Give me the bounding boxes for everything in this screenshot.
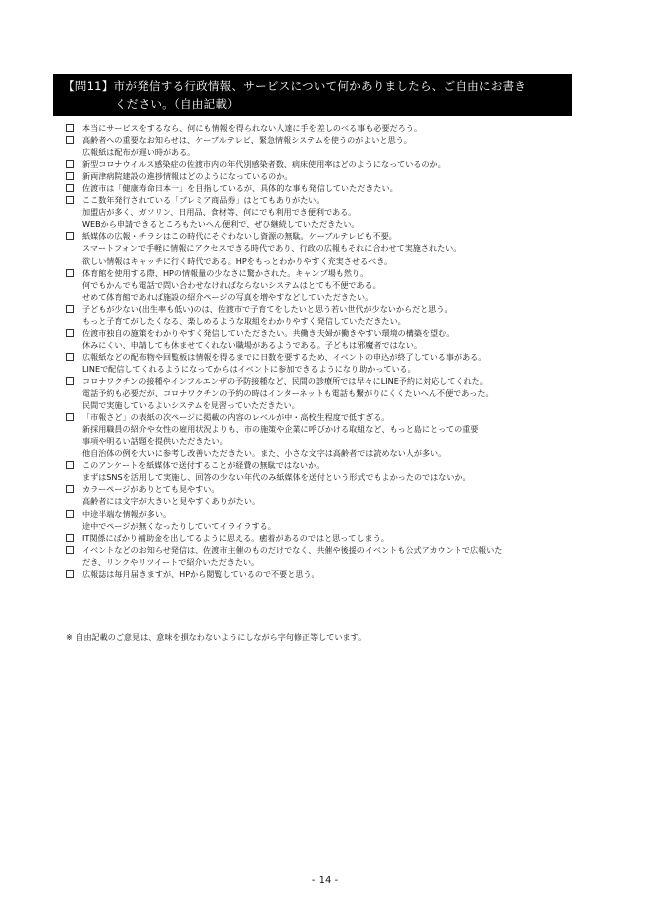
checkbox-icon — [66, 534, 74, 542]
answer-text-line: 新採用職員の紹介や女性の雇用状況よりも、市の施策や企業に呼びかける取組など、もっと島にとっての重要 — [82, 424, 479, 435]
answer-item — [66, 508, 586, 532]
answer-item — [66, 134, 586, 158]
answer-item — [66, 544, 586, 568]
answer-item — [66, 375, 586, 411]
checkbox-icon — [66, 124, 74, 132]
answer-text-line: 佐渡市は「健康寿命日本一」を目指しているが、具体的な事も発信していただきたい。 — [82, 183, 398, 194]
checkbox-icon — [66, 232, 74, 240]
answer-item — [66, 411, 586, 459]
checkbox-icon — [66, 329, 74, 337]
checkbox-icon — [66, 269, 74, 277]
checkbox-icon — [66, 160, 74, 168]
answer-item — [66, 182, 586, 194]
answer-text-line: だき、リンクやリツイートで紹介いただきたい。 — [82, 556, 260, 567]
answer-text-line: このアンケートを紙媒体で送付することが経費の無駄ではないか。 — [82, 460, 325, 471]
answer-text-line: 途中でページが無くなったりしていてイライラする。 — [82, 520, 276, 531]
footnote: ※ 自由記載のご意見は、意味を損なわないようにしながら字句修正等しています。 — [66, 632, 367, 642]
answer-text-line: 事項や明るい話題を提供いただきたい。 — [82, 436, 228, 447]
answer-text-line: WEBから申請できるところもたいへん便利で、ぜひ継続していただきたい。 — [82, 219, 360, 230]
answer-item — [66, 170, 586, 182]
checkbox-icon — [66, 136, 74, 144]
checkbox-icon — [66, 305, 74, 313]
checkbox-icon — [66, 461, 74, 469]
answer-text-line: 高齢者への重要なお知らせは、ケーブルテレビ、緊急情報システムを使うのがよいと思う。 — [82, 135, 412, 146]
answer-item — [66, 568, 586, 580]
answer-text-line: まずはSNSを活用して実施し、回答の少ない年代のみ紙媒体を送付という形式でもよかったのではないか。 — [82, 472, 471, 483]
answer-text-line: 休みにくい、申請しても休ませてくれない職場があるようである。子どもは邪魔者ではない。 — [82, 339, 422, 350]
question-header — [53, 74, 572, 116]
answer-text-line: 何でもかんでも電話で問い合わせなければならないシステムはとても不便である。 — [82, 279, 381, 290]
answer-text-line: コロナワクチンの接種やインフルエンザの予防接種など、民間の診療所では早々にLINE予約に対応してくれた。 — [82, 375, 488, 386]
answer-text-line: 本当にサービスをするなら、何にも情報を得られない人達に手を差しのべる事も必要だろう。 — [82, 123, 422, 133]
answer-text-line: 体育館を使用する際、HPの情報量の少なさに驚かされた。キャンプ場も然り。 — [82, 267, 369, 278]
checkbox-icon — [66, 413, 74, 421]
answer-item — [66, 230, 586, 266]
answer-text-line: 新両津病院建設の進捗情報はどのようになっているのか。 — [82, 171, 293, 182]
checkbox-icon — [66, 570, 74, 578]
answer-text-line: 高齢者には文字が大きいと見やすくありがたい。 — [82, 496, 261, 507]
answer-text-line: LINEで配信してくれるようになってからはイベントに参加できるようになり助かっている。 — [82, 363, 416, 374]
answer-text-line: カラーページがありとても見やすい。 — [82, 484, 220, 495]
answer-text-line: せめて体育館であれば施設の紹介ページの写真を増やすなどしていただきたい。 — [82, 291, 374, 302]
answer-text-line: 紙媒体の広報・チラシはこの時代にそぐわないし資源の無駄。ケーブルテレビも不要。 — [82, 231, 397, 242]
answer-text-line: 広報紙は配布が遅い時がある。 — [82, 147, 196, 158]
answer-item — [66, 122, 586, 134]
answer-text-line: 中途半端な情報が多い。 — [82, 508, 172, 519]
answer-item — [66, 267, 586, 303]
answer-item — [66, 158, 586, 170]
answer-text-line: 「市報さど」の表紙の次ページに掲載の内容のレベルが中・高校生程度で低すぎる。 — [82, 412, 390, 423]
answer-text-line: 電話予約も必要だが、コロナワクチンの予約の時はインターネットも電話も繋がりにくくたいへん不便であった。 — [82, 388, 494, 399]
answer-text-line: 新型コロナウイルス感染症の佐渡市内の年代別感染者数、病床使用率はどのようになっているのか。 — [82, 159, 446, 170]
answer-item — [66, 303, 586, 327]
checkbox-icon — [66, 510, 74, 518]
answer-item — [66, 532, 586, 544]
question-title-line1: 【問11】市が発信する行政情報、サービスについて何かありましたら、ご自由にお書き — [63, 79, 527, 93]
answer-text-line: もっと子育てがしたくなる、楽しめるような取組をわかりやすく発信していただきたい。 — [82, 315, 406, 326]
checkbox-icon — [66, 377, 74, 385]
checkbox-icon — [66, 184, 74, 192]
answer-text-line: 広報誌は毎月届きますが、HPから閲覧しているので不要と思う。 — [82, 568, 320, 579]
answer-text-line: 佐渡市独自の施策をわかりやすく発信していただきたい。共働き夫婦が働きやすい環境の構築を望む。 — [82, 327, 455, 338]
answer-text-line: 民間で実施しているよいシステムを見習っていただきたい。 — [82, 400, 300, 411]
answer-item — [66, 483, 586, 507]
answer-text-line: 加盟店が多く、ガソリン、日用品、食材等、何にでも利用でき便利である。 — [82, 207, 357, 218]
answer-text-line: 欲しい情報はキャッチに行く時代である。HPをもっとわかりやすく充実させるべき。 — [82, 255, 393, 266]
answer-item — [66, 351, 586, 375]
checkbox-icon — [66, 546, 74, 554]
answer-item — [66, 459, 586, 483]
answer-text-line: ここ数年発行されている「プレミア商品券」はとてもありがたい。 — [82, 195, 325, 206]
checkbox-icon — [66, 353, 74, 361]
question-title-line2: ください。（自由記載） — [115, 97, 239, 111]
checkbox-icon — [66, 196, 74, 204]
answer-text-line: 他自治体の例を大いに参考し改善いただきたい。また、小さな文字は高齢者では読めない人が多い。 — [82, 448, 447, 459]
answer-text-line: 子どもが少ない(出生率も低い)のは、佐渡市で子育てをしたいと思う若い世代が少ないからだと思う。 — [82, 303, 453, 314]
checkbox-icon — [66, 485, 74, 493]
answer-text-line: イベントなどのお知らせ発信は、佐渡市主催のものだけでなく、共催や後援のイベントも公式アカウントで広報いた — [82, 544, 503, 555]
answer-text-line: スマートフォンで手軽に情報にアクセスできる時代であり、行政の広報もそれに合わせて実施されたい。 — [82, 243, 462, 254]
answer-text-line: 広報紙などの配布物や回覧板は情報を得るまでに日数を要するため、イベントの申込が終了している事がある。 — [82, 351, 487, 362]
answer-list — [66, 122, 586, 580]
checkbox-icon — [66, 172, 74, 180]
answer-text-line: IT関係にばかり補助金を出してるように思える。癒着があるのではと思ってしまう。 — [82, 532, 389, 543]
answer-item — [66, 327, 586, 351]
page-number: - 14 - — [311, 875, 339, 886]
answer-item — [66, 194, 586, 230]
